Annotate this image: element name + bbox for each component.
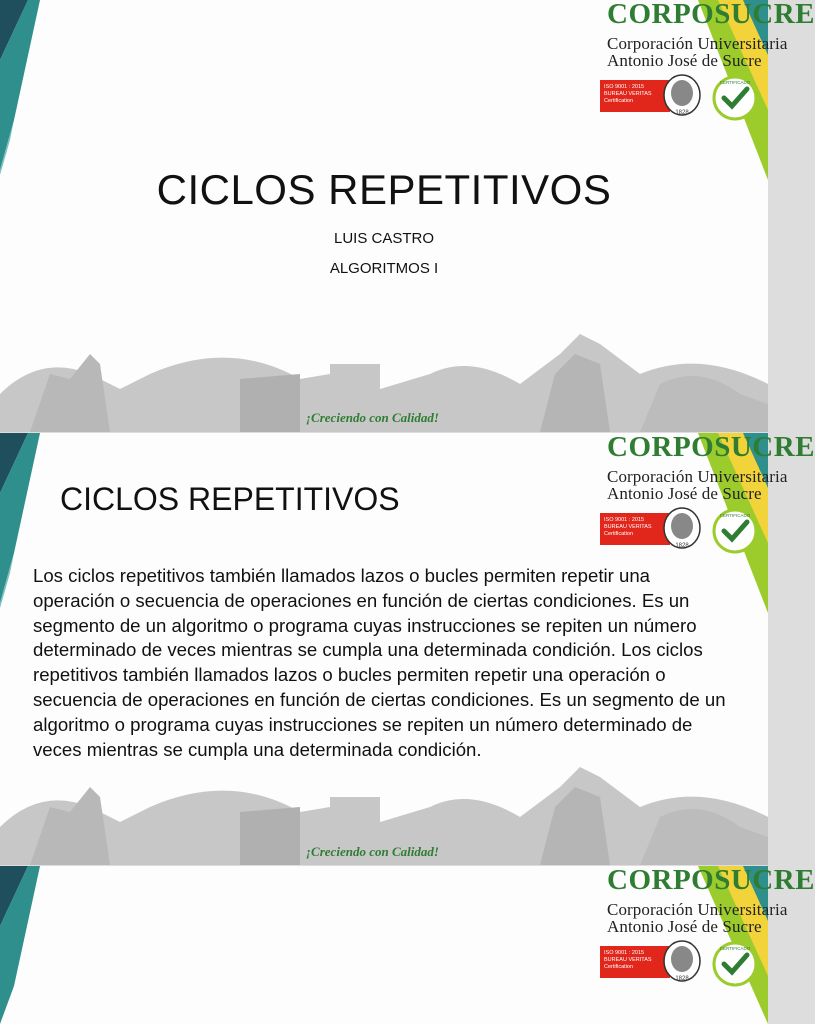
certified-check-icon bbox=[712, 508, 758, 554]
badge-text: CERTIFICADO bbox=[719, 80, 751, 85]
seal-year: 1828 bbox=[675, 110, 689, 116]
cert-text: ISO 9001 : 2015 BUREAU VERITAS Certification bbox=[604, 84, 652, 104]
slide-2 bbox=[0, 431, 815, 865]
corposucre-logo bbox=[604, 864, 815, 1008]
logo-line-1: Corporación Universitaria bbox=[607, 467, 788, 486]
corposucre-logo bbox=[604, 431, 815, 575]
logo-line-2: Antonio José de Sucre bbox=[607, 51, 762, 70]
corposucre-logo bbox=[604, 0, 815, 142]
slide-3 bbox=[0, 864, 815, 1024]
logo-line-1: Corporación Universitaria bbox=[607, 900, 788, 919]
certified-check-icon bbox=[712, 75, 758, 121]
seal-icon bbox=[662, 940, 702, 984]
slide-body-text: Los ciclos repetitivos también llamados lazos o bucles permiten repetir una operación o secuencia de operaciones en función de ciertas condiciones. Es un segmento de un algoritmo o programa cuyas instrucciones se repiten un número determinado de veces mientras se cumpla una determinada condición. Los ciclos repetitivos también llamados lazos o bucles permiten repetir una operación o secuencia de operaciones en función de ciertas condiciones. Es un segmento de un algoritmo o programa cuyas instrucciones se repiten un número determinado de veces mientras se cumpla una determinada condición. bbox=[33, 565, 726, 760]
badge-text: CERTIFICADO bbox=[719, 513, 751, 518]
slide-title: CICLOS REPETITIVOS bbox=[156, 166, 612, 213]
certified-check-icon bbox=[712, 941, 758, 987]
slide-1 bbox=[0, 0, 815, 432]
left-decoration bbox=[0, 866, 40, 1024]
badge-text: CERTIFICADO bbox=[719, 946, 751, 951]
seal-year: 1828 bbox=[675, 976, 689, 982]
author-name: LUIS CASTRO bbox=[333, 230, 435, 247]
cert-text: ISO 9001 : 2015 BUREAU VERITAS Certification bbox=[604, 950, 652, 970]
cert-text: ISO 9001 : 2015 BUREAU VERITAS Certification bbox=[604, 517, 652, 537]
logo-line-1: Corporación Universitaria bbox=[607, 34, 788, 53]
slogan: ¡Creciendo con Calidad! bbox=[306, 410, 439, 425]
seal-year: 1828 bbox=[675, 543, 689, 549]
logo-brand: CORPOSUCRE bbox=[607, 0, 815, 30]
logo-brand: CORPOSUCRE bbox=[607, 431, 815, 463]
seal-icon bbox=[662, 507, 702, 551]
logo-line-2: Antonio José de Sucre bbox=[607, 917, 762, 936]
logo-brand: CORPOSUCRE bbox=[607, 864, 815, 896]
course-name: ALGORITMOS I bbox=[329, 260, 439, 277]
slide-title: CICLOS REPETITIVOS bbox=[60, 481, 400, 517]
bureau-veritas-badge bbox=[600, 80, 670, 112]
bureau-veritas-badge bbox=[600, 946, 670, 978]
seal-icon bbox=[662, 74, 702, 118]
slogan: ¡Creciendo con Calidad! bbox=[306, 844, 439, 859]
logo-line-2: Antonio José de Sucre bbox=[607, 484, 762, 503]
bureau-veritas-badge bbox=[600, 513, 670, 545]
